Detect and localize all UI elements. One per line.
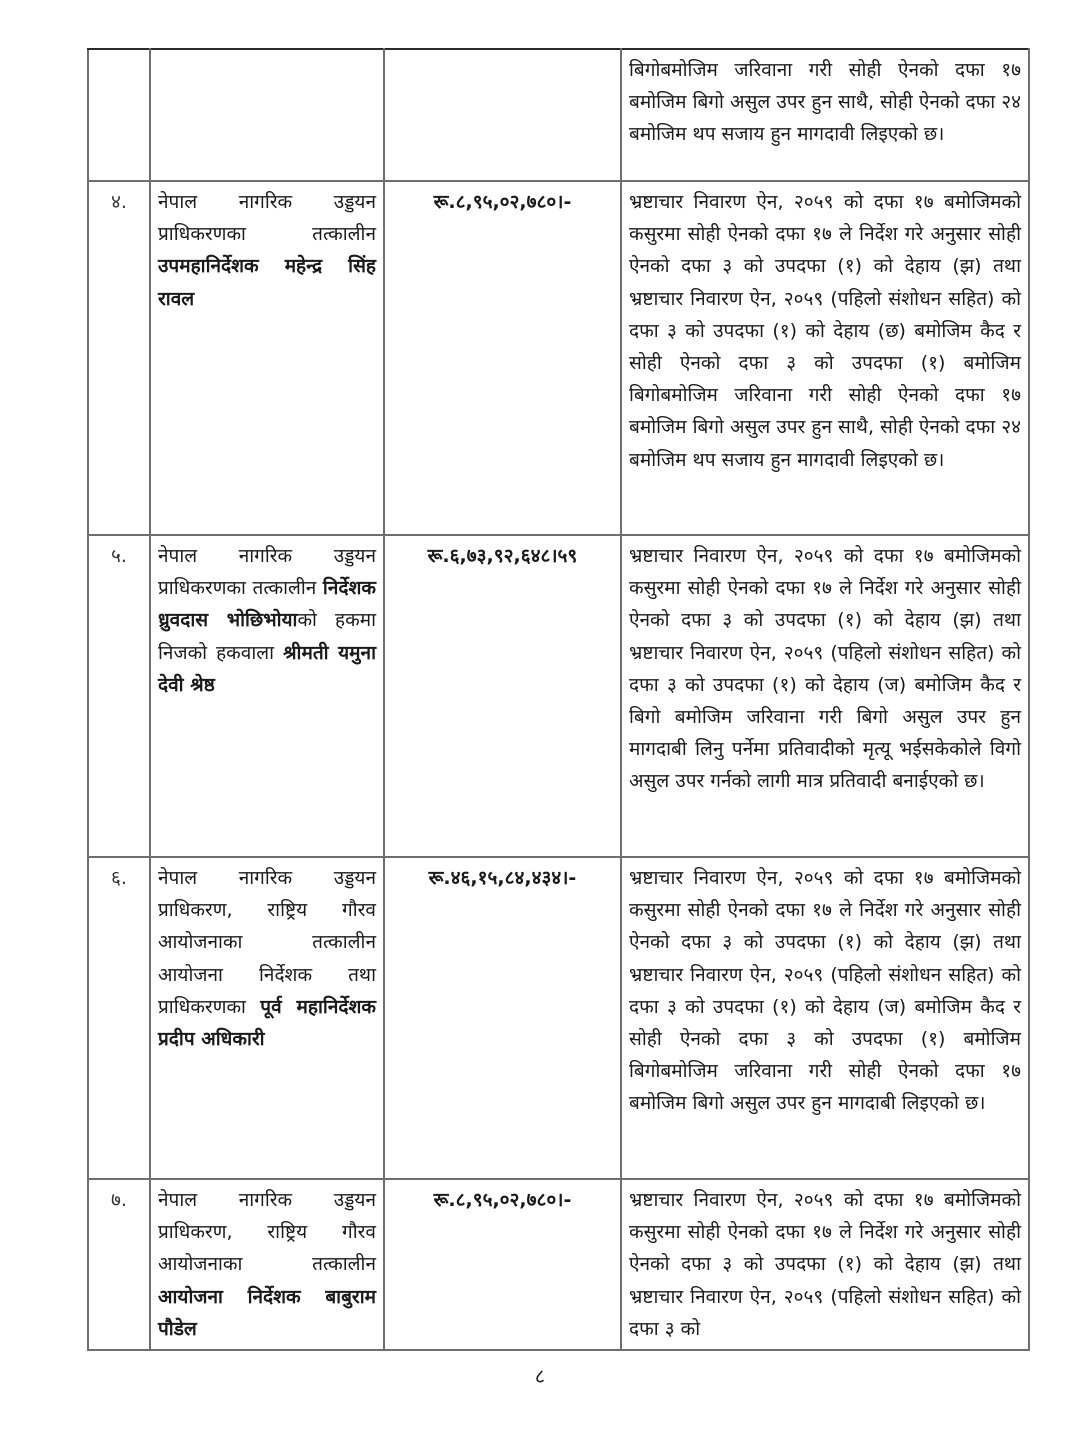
serial-number-cell: ६. <box>88 857 150 1179</box>
charge-description-cell: भ्रष्टाचार निवारण ऐन, २०५९ को दफा १७ बमोजिमको कसुरमा सोही ऐनको दफा १७ ले निर्देश गरे अनुसार सोही ऐनको दफा ३ को उपदफा (१) को देहाय (झ) तथा भ्रष्टाचार निवारण ऐन, २०५९ (पहिलो संशोधन सहित) को दफा ३ को <box>621 1179 1029 1350</box>
defendant-cell <box>150 1179 384 1350</box>
defendant-name-bold: निर्देशक ध्रुवदास भोछिभोया <box>158 577 376 632</box>
charge-description-cell: भ्रष्टाचार निवारण ऐन, २०५९ को दफा १७ बमोजिमको कसुरमा सोही ऐनको दफा १७ ले निर्देश गरे अनुसार सोही ऐनको दफा ३ को उपदफा (१) को देहाय (झ) तथा भ्रष्टाचार निवारण ऐन, २०५९ (पहिलो संशोधन सहित) को दफा ३ को उपदफा (१) को देहाय (ज) बमोजिम कैद र बिगो बमोजिम जरिवाना गरी बिगो असुल उपर हुन मागदाबी लिनु पर्नेमा प्रतिवादीको मृत्यू भईसकेकोले विगो असुल उपर गर्नको लागी मात्र प्रतिवादी बनाईएको छ। <box>621 535 1029 857</box>
defendant-cell <box>150 181 384 535</box>
defendant-text-2: को हकमा निजको हकवाला <box>158 609 376 664</box>
defendant-name-bold: आयोजना निर्देशक बाबुराम पौडेल <box>158 1285 376 1340</box>
amount-cell: रू.८,९५,०२,७८०।- <box>384 1179 621 1350</box>
serial-number-cell: ७. <box>88 1179 150 1350</box>
defendant-name-bold: पूर्व महानिर्देशक प्रदीप अधिकारी <box>158 995 376 1051</box>
defendant-text: नेपाल नागरिक उड्डयन प्राधिकरणका तत्कालीन <box>158 191 376 246</box>
heir-name-bold: श्रीमती यमुना देवी श्रेष्ठ <box>158 641 376 696</box>
amount-cell: रू.८,९५,०२,७८०।- <box>384 181 621 535</box>
defendant-text: नेपाल नागरिक उड्डयन प्राधिकरणका तत्कालीन <box>158 545 376 600</box>
serial-number-cell: ५. <box>88 535 150 857</box>
defendant-cell <box>150 49 384 181</box>
defendant-name-bold: उपमहानिर्देशक महेन्द्र सिंह रावल <box>158 255 376 310</box>
charge-description-cell: भ्रष्टाचार निवारण ऐन, २०५९ को दफा १७ बमोजिमको कसुरमा सोही ऐनको दफा १७ ले निर्देश गरे अनुसार सोही ऐनको दफा ३ को उपदफा (१) को देहाय (झ) तथा भ्रष्टाचार निवारण ऐन, २०५९ (पहिलो संशोधन सहित) को दफा ३ को उपदफा (१) को देहाय (ज) बमोजिम कैद र सोही ऐनको दफा ३ को उपदफा (१) बमोजिम बिगोबमोजिम जरिवाना गरी सोही ऐनको दफा १७ बमोजिम बिगो असुल उपर हुन मागदाबी लिइएको छ। <box>621 857 1029 1179</box>
amount-cell: रू.६,७३,९२,६४८।५९ <box>384 535 621 857</box>
table-row <box>88 535 1029 857</box>
table-row <box>88 181 1029 535</box>
document-page <box>87 48 1028 1351</box>
defendant-cell <box>150 535 384 857</box>
page-number: ८ <box>534 1364 546 1388</box>
serial-number-cell: ४. <box>88 181 150 535</box>
amount-cell <box>384 49 621 181</box>
case-table <box>87 48 1030 1351</box>
charge-description-cell: भ्रष्टाचार निवारण ऐन, २०५९ को दफा १७ बमोजिमको कसुरमा सोही ऐनको दफा १७ ले निर्देश गरे अनुसार सोही ऐनको दफा ३ को उपदफा (१) को देहाय (झ) तथा भ्रष्टाचार निवारण ऐन, २०५९ (पहिलो संशोधन सहित) को दफा ३ को उपदफा (१) को देहाय (छ) बमोजिम कैद र सोही ऐनको दफा ३ को उपदफा (१) बमोजिम बिगोबमोजिम जरिवाना गरी सोही ऐनको दफा १७ बमोजिम बिगो असुल उपर हुन साथै, सोही ऐनको दफा २४ बमोजिम थप सजाय हुन मागदावी लिइएको छ। <box>621 181 1029 535</box>
defendant-cell <box>150 857 384 1179</box>
amount-cell: रू.४६,१५,८४,४३४।- <box>384 857 621 1179</box>
table-row <box>88 1179 1029 1350</box>
table-row <box>88 857 1029 1179</box>
charge-description-cell: बिगोबमोजिम जरिवाना गरी सोही ऐनको दफा १७ बमोजिम बिगो असुल उपर हुन साथै, सोही ऐनको दफा २४ बमोजिम थप सजाय हुन मागदावी लिइएको छ। <box>621 49 1029 181</box>
defendant-text: नेपाल नागरिक उड्डयन प्राधिकरण, राष्ट्रिय गौरव आयोजनाका तत्कालीन <box>158 1189 376 1276</box>
serial-number-cell <box>88 49 150 181</box>
table-row <box>88 49 1029 181</box>
defendant-text: नेपाल नागरिक उड्डयन प्राधिकरण, राष्ट्रिय गौरव आयोजनाका तत्कालीन आयोजना निर्देशक तथा प्राधिकरणका <box>158 867 376 1018</box>
